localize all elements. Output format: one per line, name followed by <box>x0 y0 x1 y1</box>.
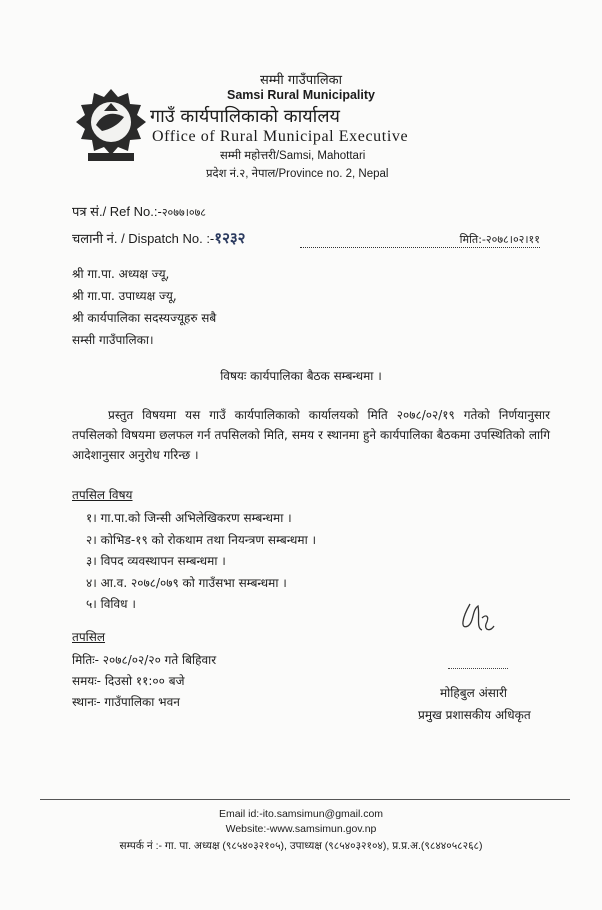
agenda-list <box>86 508 316 616</box>
agenda-heading: तपसिल विषय <box>72 488 133 502</box>
agenda-item: १। गा.पा.को जिन्सी अभिलेखिकरण सम्बन्धमा । <box>86 511 292 525</box>
government-emblem-icon <box>74 87 148 165</box>
recipient-line: श्री गा.पा. अध्यक्ष ज्यू, <box>72 267 170 281</box>
address-line-2: प्रदेश नं.२, नेपाल/Province no. 2, Nepal <box>206 168 389 180</box>
recipient-line: श्री गा.पा. उपाध्यक्ष ज्यू, <box>72 289 177 303</box>
recipient-line: सम्सी गाउँपालिका। <box>72 333 154 347</box>
agenda-item: २। कोभिड-१९ को रोकथाम तथा नियन्त्रण सम्बन्धमा । <box>86 532 317 547</box>
office-name-en: Office of Rural Municipal Executive <box>152 128 409 145</box>
letter-date: मिति:-२०७८।०२।११ <box>300 232 540 248</box>
footer-website: Website:-www.samsimun.gov.np <box>225 823 377 835</box>
details-heading: तपसिल <box>72 630 106 644</box>
municipality-name-en: Samsi Rural Municipality <box>227 88 375 102</box>
letter-body: प्रस्तुत विषयमा यस गाउँ कार्यपालिकाको कार्यालयको मिति २०७८/०२/१९ गतेको निर्णयानुसार तपसिलको विषयमा छलफल गर्न तपसिलको मिति, समय र स्थानमा हुने कार्यपालिका बैठकमा उपस्थितिको लागि आदेशानुसार अनुरोध गरिन्छ । <box>72 408 550 462</box>
signatory-name: मोहिबुल अंसारी <box>440 686 507 700</box>
agenda-item: ३। विपद व्यवस्थापन सम्बन्धमा । <box>86 554 226 568</box>
recipient-block <box>72 263 216 351</box>
agenda-item: ५। विविध । <box>86 597 136 611</box>
footer-contact: सम्पर्क नं :- गा. पा. अध्यक्ष (९८५४०३२१०५), उपाध्यक्ष (९८५४०३२१०४), प्र.प्र.अ.(९८४४०५८२६८) <box>119 840 483 852</box>
footer-email: Email id:-ito.samsimun@gmail.com <box>218 808 384 820</box>
footer-divider <box>40 799 570 800</box>
municipality-name-np: सम्मी गाउँपालिका <box>259 73 343 88</box>
ref-number: पत्र सं./ Ref No.:-२०७७।०७८ <box>72 204 207 219</box>
meeting-details <box>72 650 216 713</box>
recipient-line: श्री कार्यपालिका सदस्यज्यूहरु सबै <box>72 311 217 325</box>
meeting-date: मितिः- २०७८/०२/२० गते बिहिवार <box>72 653 217 667</box>
agenda-item: ४। आ.व. २०७८/०७९ को गाउँसभा सम्बन्धमा । <box>86 575 287 590</box>
meeting-time: समयः- दिउसो ११:०० बजे <box>72 674 185 688</box>
meeting-venue: स्थानः- गाउँपालिका भवन <box>72 695 180 709</box>
address-line-1: सम्मी महोत्तरी/Samsi, Mahottari <box>220 150 366 162</box>
signature-line <box>448 668 508 669</box>
signatory-title: प्रमुख प्रशासकीय अधिकृत <box>418 708 531 722</box>
signature-icon <box>456 596 496 646</box>
dispatch-number: चलानी नं. / Dispatch No. :-१२३२ <box>72 230 246 247</box>
subject-line: विषयः कार्यपालिका बैठक सम्बन्धमा । <box>220 369 382 383</box>
office-name-np: गाउँ कार्यपालिकाको कार्यालय <box>150 106 340 127</box>
